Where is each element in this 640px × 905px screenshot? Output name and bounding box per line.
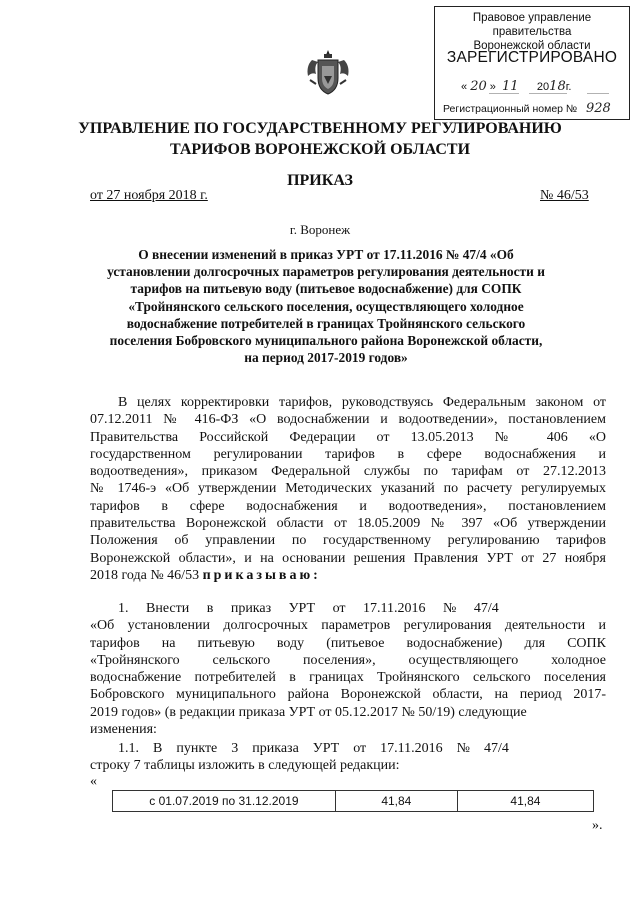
stamp-date: « 20 » 11 2018г. <box>461 79 572 94</box>
subject-line: на период 2017-2019 годов» <box>244 350 408 366</box>
preamble-line: тарифов в сфере водоснабжения и водоотведения», постановлением <box>90 498 606 514</box>
item1-line: Бобровского муниципального района Воронежской области, на период 2017- <box>90 687 606 703</box>
preamble-line: правительства Воронежской области от 18.05.2009 № 397 «Об утверждении <box>90 516 606 532</box>
org-line1: УПРАВЛЕНИЕ ПО ГОСУДАРСТВЕННОМУ РЕГУЛИРОВАНИЮ <box>78 120 562 137</box>
preamble-line: 07.12.2011 № 416-ФЗ «О водоснабжении и водоотведении», постановлением <box>90 412 606 428</box>
organization-name <box>0 118 640 160</box>
preamble-final-line <box>90 567 606 584</box>
tariff-table <box>112 790 594 812</box>
item1-line: «Тройнянского сельского поселения», осуществляющего холодное <box>90 652 606 668</box>
stamp-month: 11 <box>502 79 519 94</box>
city: г. Воронеж <box>289 222 351 237</box>
subject-line: поселения Бобровского муниципального района Воронежской области, <box>109 333 543 349</box>
table-row <box>113 791 594 812</box>
order-subject <box>66 246 586 366</box>
subject-line: водоснабжение потребителей в границах Тройнянского сельского <box>126 315 526 331</box>
subject-line: тарифов на питьевую воду (питьевое водоснабжение) для СОПК <box>130 281 522 297</box>
preamble-line: Воронежской области», и на основании решения Правления УРТ от 27 ноября <box>90 550 606 566</box>
order-date: от 27 ноября 2018 г. <box>90 188 208 203</box>
quote-close: ». <box>592 818 603 833</box>
stamp-year-hand: 18 <box>549 79 566 94</box>
item-1-1 <box>90 740 606 775</box>
stamp-date-suffix: г. <box>565 81 572 93</box>
subject-line: «Тройнянского сельского поселения, осуществляющего холодное <box>128 298 524 314</box>
preamble-line: В целях корректировки тарифов, руководствуясь Федеральным законом от <box>118 395 606 410</box>
stamp-day: 20 <box>470 79 487 94</box>
stamp-line1: Правовое управление правительства <box>472 12 592 38</box>
order-word: приказываю: <box>202 567 321 583</box>
item11-line: строку 7 таблицы изложить в следующей редакции: <box>90 758 400 774</box>
preamble-last-text: 2018 года № 46/53 <box>90 567 200 583</box>
preamble-line: Положения об управлении по государственному регулированию тарифов <box>90 533 606 549</box>
item1-line: тарифов на питьевую воду (питьевое водоснабжение) для СОПК <box>90 635 606 651</box>
org-line2: ТАРИФОВ ВОРОНЕЖСКОЙ ОБЛАСТИ <box>169 141 471 158</box>
item1-line: «Об установлении долгосрочных параметров регулирования деятельности и <box>90 618 606 634</box>
stamp-reg-number-value: 928 <box>585 101 611 116</box>
stamp-reg-number-label: Регистрационный номер № <box>443 103 578 115</box>
stamp-line2: Воронежской области <box>473 40 591 52</box>
preamble-line: государственном регулировании тарифов в сфере водоснабжения и <box>90 446 606 462</box>
item1-line: изменения: <box>90 722 157 738</box>
item1-line: 1. Внести в приказ УРТ от 17.11.2016 № 47/4 <box>118 601 499 616</box>
document-type: ПРИКАЗ <box>287 172 353 189</box>
tariff-value-cell: 41,84 <box>335 791 457 812</box>
tariff-value-cell: 41,84 <box>457 791 593 812</box>
preamble-line: № 1746-э «Об утверждении Методических указаний по расчету регулируемых <box>90 481 606 497</box>
order-number: № 46/53 <box>540 188 589 203</box>
preamble-line: водоотведения», приказом Федеральной службы по тарифам от 27.12.2013 <box>90 464 606 480</box>
stamp-authority <box>435 11 629 53</box>
stamp-registered-label: ЗАРЕГИСТРИРОВАНО <box>446 49 618 66</box>
item1-line: водоснабжение потребителей в границах Тройнянского сельского поселения <box>90 670 606 686</box>
preamble <box>90 394 606 584</box>
subject-line: О внесении изменений в приказ УРТ от 17.11.2016 № 47/4 «Об <box>138 247 514 262</box>
tariff-period-cell: с 01.07.2019 по 31.12.2019 <box>113 791 336 812</box>
registration-stamp <box>434 6 630 120</box>
stamp-underlines <box>489 93 619 113</box>
item11-line: 1.1. В пункте 3 приказа УРТ от 17.11.2016 № 47/4 <box>118 741 509 756</box>
preamble-line: Правительства Российской Федерации от 13.05.2013 № 406 «О <box>90 429 606 445</box>
quote-open: « <box>90 774 97 789</box>
coat-of-arms-icon <box>304 46 352 98</box>
subject-line: установлении долгосрочных параметров регулирования деятельности и <box>107 264 545 280</box>
stamp-year-prefix: 20 <box>536 81 550 93</box>
item-1 <box>90 600 606 738</box>
item1-line: 2019 годов» (в редакции приказа УРТ от 05.12.2017 № 50/19) следующие <box>90 704 527 720</box>
